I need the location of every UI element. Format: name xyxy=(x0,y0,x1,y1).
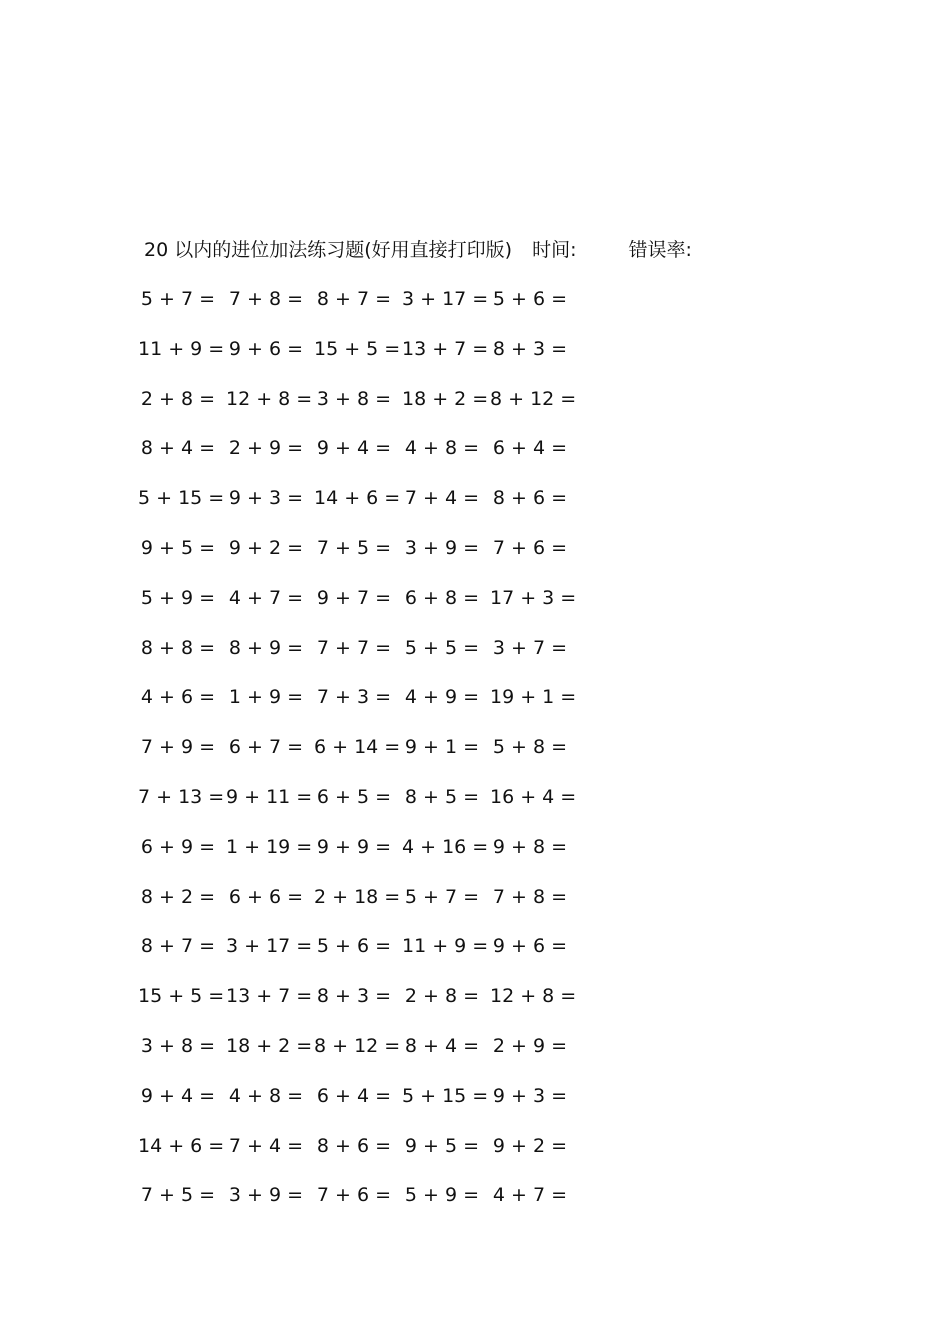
addition-problem: 9 + 4 = xyxy=(316,437,392,460)
addition-problem: 6 + 8 = xyxy=(404,586,480,609)
addition-problem: 9 + 7 = xyxy=(316,586,392,609)
addition-problem: 17 + 3 = xyxy=(490,586,577,609)
addition-problem: 6 + 9 = xyxy=(140,835,216,858)
addition-problem: 9 + 8 = xyxy=(492,835,568,858)
addition-problem: 6 + 14 = xyxy=(314,736,401,759)
addition-problem: 3 + 9 = xyxy=(228,1184,304,1207)
addition-problem: 9 + 5 = xyxy=(140,536,216,559)
addition-problem: 8 + 12 = xyxy=(490,387,577,410)
addition-problem: 1 + 19 = xyxy=(226,835,313,858)
addition-problem: 2 + 9 = xyxy=(492,1034,568,1057)
addition-problem: 13 + 7 = xyxy=(226,985,313,1008)
addition-problem: 4 + 7 = xyxy=(492,1184,568,1207)
addition-problem: 7 + 5 = xyxy=(316,536,392,559)
addition-problem: 5 + 7 = xyxy=(404,885,480,908)
addition-problem: 5 + 7 = xyxy=(140,288,216,310)
addition-problem: 7 + 5 = xyxy=(140,1184,216,1207)
addition-problem: 6 + 5 = xyxy=(316,785,392,808)
addition-problem: 6 + 7 = xyxy=(228,736,304,759)
addition-problem: 7 + 4 = xyxy=(228,1134,304,1157)
addition-problem: 18 + 2 = xyxy=(226,1034,313,1057)
addition-problem: 4 + 7 = xyxy=(228,586,304,609)
addition-problem: 2 + 8 = xyxy=(140,387,216,410)
addition-problem: 8 + 3 = xyxy=(316,985,392,1008)
addition-problem: 9 + 4 = xyxy=(140,1084,216,1107)
addition-problem: 11 + 9 = xyxy=(402,935,489,958)
addition-problem: 2 + 9 = xyxy=(228,437,304,460)
addition-problem: 16 + 4 = xyxy=(490,785,577,808)
error-rate-label: 错误率: xyxy=(628,239,692,261)
addition-problem: 8 + 12 = xyxy=(314,1034,401,1057)
addition-problem: 5 + 15 = xyxy=(402,1084,489,1107)
time-label: 时间: xyxy=(532,239,577,261)
addition-problem: 19 + 1 = xyxy=(490,686,577,709)
addition-problem: 9 + 3 = xyxy=(492,1084,568,1107)
addition-problem: 5 + 15 = xyxy=(138,487,225,510)
addition-problem: 5 + 9 = xyxy=(404,1184,480,1207)
addition-problem: 9 + 11 = xyxy=(226,785,313,808)
worksheet-title: 20 以内的进位加法练习题(好用直接打印版) xyxy=(144,239,513,261)
addition-problem: 8 + 8 = xyxy=(140,636,216,659)
addition-problem: 7 + 4 = xyxy=(404,487,480,510)
addition-problem: 8 + 6 = xyxy=(492,487,568,510)
addition-problem: 3 + 9 = xyxy=(404,536,480,559)
addition-problem: 9 + 3 = xyxy=(228,487,304,510)
addition-problem: 4 + 9 = xyxy=(404,686,480,709)
addition-problem: 7 + 13 = xyxy=(138,785,225,808)
addition-problem: 6 + 6 = xyxy=(228,885,304,908)
addition-problem: 5 + 5 = xyxy=(404,636,480,659)
addition-problem: 14 + 6 = xyxy=(314,487,401,510)
addition-problem: 15 + 5 = xyxy=(314,337,401,360)
addition-problem: 7 + 3 = xyxy=(316,686,392,709)
addition-problem: 7 + 7 = xyxy=(316,636,392,659)
addition-problem: 1 + 9 = xyxy=(228,686,304,709)
addition-problem: 9 + 5 = xyxy=(404,1134,480,1157)
addition-problem: 8 + 9 = xyxy=(228,636,304,659)
addition-problem: 12 + 8 = xyxy=(226,387,313,410)
addition-problem: 8 + 7 = xyxy=(316,288,392,310)
addition-problem: 9 + 2 = xyxy=(228,536,304,559)
addition-problem: 8 + 4 = xyxy=(404,1034,480,1057)
addition-problem: 6 + 4 = xyxy=(492,437,568,460)
addition-problem: 8 + 3 = xyxy=(492,337,568,360)
addition-problem: 4 + 16 = xyxy=(402,835,489,858)
addition-problem: 7 + 9 = xyxy=(140,736,216,759)
addition-problem: 9 + 1 = xyxy=(404,736,480,759)
addition-problem: 14 + 6 = xyxy=(138,1134,225,1157)
addition-problem: 12 + 8 = xyxy=(490,985,577,1008)
addition-problem: 5 + 8 = xyxy=(492,736,568,759)
addition-problem: 8 + 7 = xyxy=(140,935,216,958)
addition-problem: 7 + 6 = xyxy=(492,536,568,559)
addition-problem: 2 + 8 = xyxy=(404,985,480,1008)
addition-problem: 15 + 5 = xyxy=(138,985,225,1008)
addition-problem: 3 + 17 = xyxy=(402,288,489,310)
addition-problem: 3 + 7 = xyxy=(492,636,568,659)
addition-problem: 9 + 2 = xyxy=(492,1134,568,1157)
addition-problem: 18 + 2 = xyxy=(402,387,489,410)
addition-problem: 9 + 9 = xyxy=(316,835,392,858)
worksheet-header xyxy=(144,236,692,264)
addition-problem: 7 + 6 = xyxy=(316,1184,392,1207)
addition-problem: 11 + 9 = xyxy=(138,337,225,360)
addition-problem: 5 + 6 = xyxy=(492,288,568,310)
addition-problem: 13 + 7 = xyxy=(402,337,489,360)
addition-problem: 2 + 18 = xyxy=(314,885,401,908)
addition-problem: 4 + 8 = xyxy=(404,437,480,460)
addition-problem: 8 + 2 = xyxy=(140,885,216,908)
addition-problem: 4 + 8 = xyxy=(228,1084,304,1107)
addition-problem: 9 + 6 = xyxy=(492,935,568,958)
addition-problem: 7 + 8 = xyxy=(492,885,568,908)
addition-problem: 5 + 6 = xyxy=(316,935,392,958)
addition-problem: 5 + 9 = xyxy=(140,586,216,609)
addition-problem: 3 + 8 = xyxy=(140,1034,216,1057)
addition-problem: 6 + 4 = xyxy=(316,1084,392,1107)
addition-problem: 8 + 5 = xyxy=(404,785,480,808)
addition-problem: 8 + 6 = xyxy=(316,1134,392,1157)
addition-problem: 3 + 17 = xyxy=(226,935,313,958)
addition-problem: 9 + 6 = xyxy=(228,337,304,360)
addition-problem: 3 + 8 = xyxy=(316,387,392,410)
addition-problem: 8 + 4 = xyxy=(140,437,216,460)
addition-problem: 7 + 8 = xyxy=(228,288,304,310)
addition-problem: 4 + 6 = xyxy=(140,686,216,709)
